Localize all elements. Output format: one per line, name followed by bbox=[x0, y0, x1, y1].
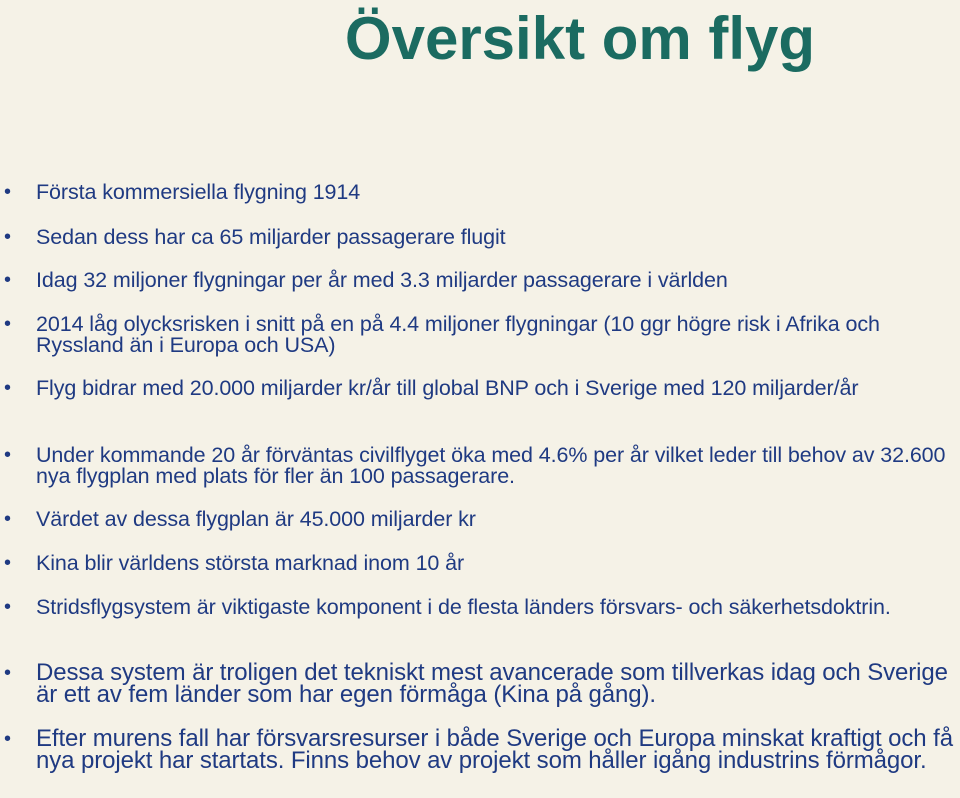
list-item-text: Dessa system är troligen det tekniskt mest avancerade som tillverkas idag och Sverige är ett av fem länder som har egen förmåga (Kina på gång). bbox=[36, 659, 948, 708]
list-item bbox=[4, 659, 956, 708]
bullet-dot: • bbox=[4, 444, 11, 466]
list-item-text: Värdet av dessa flygplan är 45.000 miljarder kr bbox=[36, 507, 476, 531]
list-item bbox=[4, 507, 956, 531]
list-item bbox=[4, 443, 956, 488]
list-item bbox=[4, 180, 956, 204]
list-item bbox=[4, 312, 956, 357]
bullet-dot: • bbox=[4, 269, 11, 291]
bullet-dot: • bbox=[4, 508, 11, 530]
list-item-text: Kina blir världens största marknad inom 10 år bbox=[36, 551, 465, 575]
list-item-text: Under kommande 20 år förväntas civilflyget öka med 4.6% per år vilket leder till behov av 32.600 nya flygplan med plats för fler än 100 passagerare. bbox=[36, 443, 946, 488]
list-item bbox=[4, 551, 956, 575]
list-item bbox=[4, 725, 956, 774]
slide-title: Översikt om flyg bbox=[344, 5, 816, 72]
list-item-text: 2014 låg olycksrisken i snitt på en på 4.4 miljoner flygningar (10 ggr högre risk i Afrika och Ryssland än i Europa och USA) bbox=[36, 312, 880, 357]
bullet-dot: • bbox=[4, 596, 11, 618]
bullet-dot: • bbox=[4, 226, 11, 248]
list-item-text: Idag 32 miljoner flygningar per år med 3.3 miljarder passagerare i världen bbox=[36, 268, 728, 292]
list-item-text: Efter murens fall har försvarsresurser i både Sverige och Europa minskat kraftigt och få nya projekt har startats. Finns behov av projekt som håller igång industrins förmågor. bbox=[36, 725, 953, 774]
list-item bbox=[4, 595, 956, 619]
bullet-dot: • bbox=[4, 552, 11, 574]
list-item bbox=[4, 225, 956, 249]
list-item-text: Stridsflygsystem är viktigaste komponent i de flesta länders försvars- och säkerhetsdoktrin. bbox=[36, 595, 891, 619]
bullet-dot: • bbox=[4, 662, 11, 684]
list-item-text: Första kommersiella flygning 1914 bbox=[36, 180, 361, 204]
bullet-dot: • bbox=[4, 313, 11, 335]
bullet-dot: • bbox=[4, 728, 11, 750]
list-item-text: Sedan dess har ca 65 miljarder passagerare flugit bbox=[36, 225, 506, 249]
list-item-text: Flyg bidrar med 20.000 miljarder kr/år till global BNP och i Sverige med 120 miljarder/år bbox=[36, 376, 859, 400]
bullet-dot: • bbox=[4, 377, 11, 399]
bullet-dot: • bbox=[4, 181, 11, 203]
list-item bbox=[4, 268, 956, 292]
list-item bbox=[4, 376, 956, 400]
